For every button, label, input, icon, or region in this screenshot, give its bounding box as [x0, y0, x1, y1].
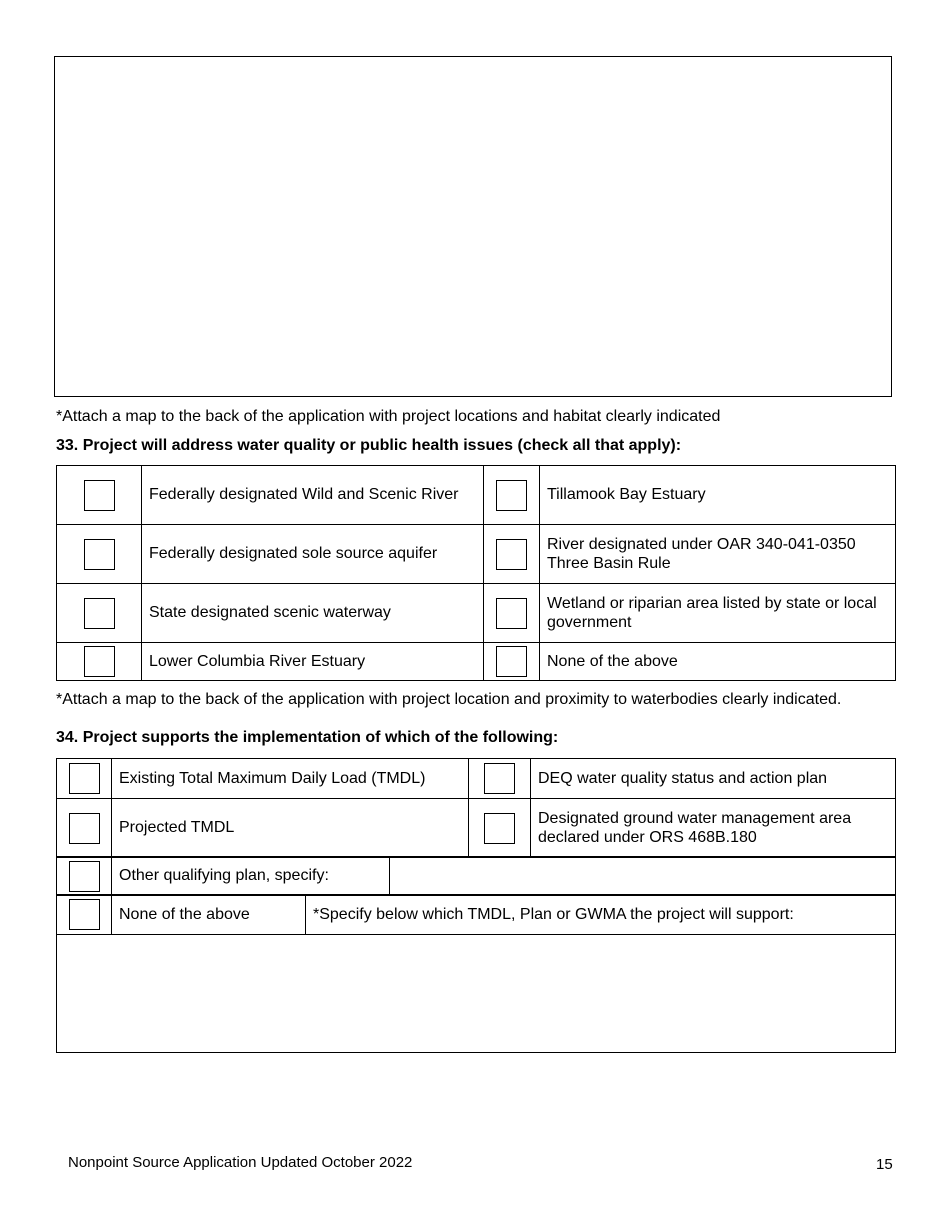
checkbox-none-of-above-q33[interactable]	[496, 646, 527, 677]
table-row	[57, 857, 896, 896]
table-row	[57, 759, 896, 799]
table-row	[57, 643, 896, 681]
checkbox-three-basin-rule[interactable]	[496, 539, 527, 570]
map-attachment-box[interactable]	[54, 56, 892, 397]
checkbox-groundwater-management-area[interactable]	[484, 813, 515, 844]
option-label: State designated scenic waterway	[142, 584, 484, 643]
checkbox-existing-tmdl[interactable]	[69, 763, 100, 794]
checkbox-wetland-riparian[interactable]	[496, 598, 527, 629]
question-33-heading: 33. Project will address water quality or public health issues (check all that apply):	[56, 437, 682, 454]
checkbox-wild-scenic-river[interactable]	[84, 480, 115, 511]
specify-plan-textarea[interactable]	[57, 935, 896, 1053]
checkbox-lower-columbia-estuary[interactable]	[84, 646, 115, 677]
specify-label: *Specify below which TMDL, Plan or GWMA the project will support:	[306, 895, 896, 935]
question-34-heading: 34. Project supports the implementation of which of the following:	[56, 729, 559, 746]
option-label: DEQ water quality status and action plan	[531, 759, 896, 799]
table-row	[57, 466, 896, 525]
map-note: *Attach a map to the back of the application with project locations and habitat clearly indicated	[56, 408, 721, 425]
question-34-specify-table	[56, 894, 896, 1053]
footer-document-title: Nonpoint Source Application Updated October 2022	[68, 1154, 413, 1171]
question-34-other-table	[56, 856, 896, 896]
checkbox-sole-source-aquifer[interactable]	[84, 539, 115, 570]
option-label: Federally designated Wild and Scenic River	[142, 466, 484, 525]
option-label: Lower Columbia River Estuary	[142, 643, 484, 681]
checkbox-none-of-above-q34[interactable]	[69, 899, 100, 930]
option-label: River designated under OAR 340-041-0350 Three Basin Rule	[540, 525, 896, 584]
option-label: None of the above	[112, 895, 306, 935]
page-number: 15	[876, 1156, 893, 1173]
checkbox-scenic-waterway[interactable]	[84, 598, 115, 629]
other-plan-input[interactable]	[390, 857, 896, 896]
checkbox-deq-action-plan[interactable]	[484, 763, 515, 794]
table-row	[57, 799, 896, 858]
table-row	[57, 895, 896, 935]
option-label: Tillamook Bay Estuary	[540, 466, 896, 525]
question-33-table	[56, 465, 896, 681]
option-label: Designated ground water management area declared under ORS 468B.180	[531, 799, 896, 858]
checkbox-tillamook-bay-estuary[interactable]	[496, 480, 527, 511]
option-label: Wetland or riparian area listed by state or local government	[540, 584, 896, 643]
table-row	[57, 584, 896, 643]
checkbox-other-plan[interactable]	[69, 861, 100, 892]
checkbox-projected-tmdl[interactable]	[69, 813, 100, 844]
question-34-table	[56, 758, 896, 858]
option-label: Other qualifying plan, specify:	[112, 857, 390, 896]
table-row	[57, 525, 896, 584]
option-label: None of the above	[540, 643, 896, 681]
option-label: Existing Total Maximum Daily Load (TMDL)	[112, 759, 469, 799]
option-label: Projected TMDL	[112, 799, 469, 858]
option-label: Federally designated sole source aquifer	[142, 525, 484, 584]
waterbody-map-note: *Attach a map to the back of the application with project location and proximity to waterbodies clearly indicated.	[56, 691, 842, 708]
table-row	[57, 935, 896, 1053]
